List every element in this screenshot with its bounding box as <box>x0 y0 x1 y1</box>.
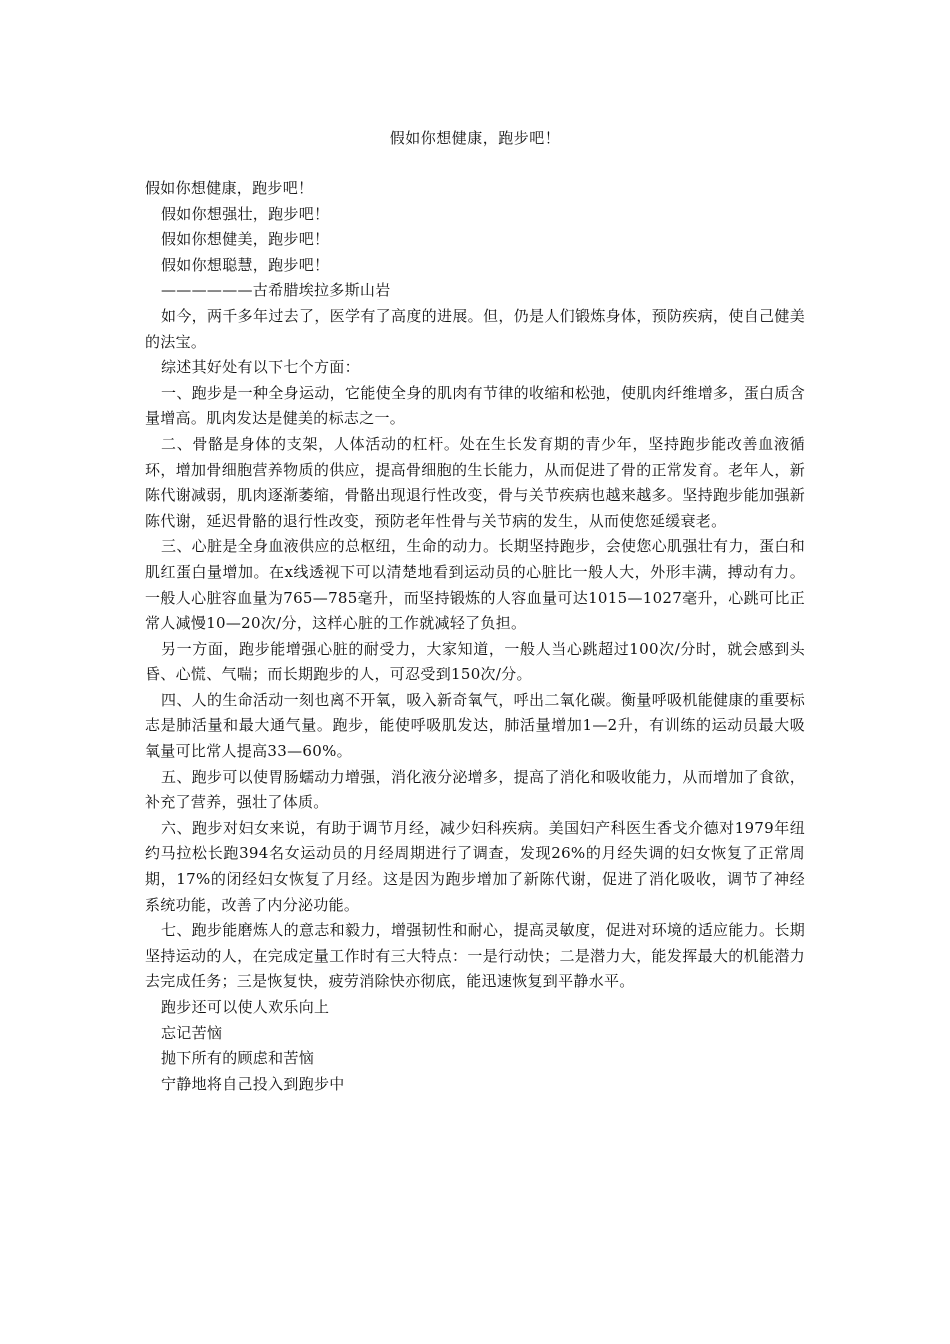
closing-line-2: 忘记苦恼 <box>161 1023 223 1042</box>
document-body <box>145 176 805 1097</box>
benefit-paragraph-6: 六、跑步对妇女来说，有助于调节月经，减少妇科疾病。美国妇产科医生香戈介德对1979年纽约马拉松长跑394名女运动员的月经周期进行了调查，发现26%的月经失调的妇女恢复了正常周期，17%的闭经妇女恢复了月经。这是因为跑步增加了新陈代谢，促进了消化吸收，调节了神经系统功能，改善了内分泌功能。 <box>145 818 805 914</box>
benefit-paragraph-3-extra: 另一方面，跑步能增强心脏的耐受力，大家知道，一般人当心跳超过100次/分时，就会感到头昏、心慌、气喘；而长期跑步的人，可忍受到150次/分。 <box>145 639 805 684</box>
benefit-paragraph-2: 二、骨骼是身体的支架，人体活动的杠杆。处在生长发育期的青少年，坚持跑步能改善血液循环，增加骨细胞营养物质的供应，提高骨细胞的生长能力，从而促进了骨的正常发育。老年人，新陈代谢减弱，肌肉逐渐萎缩，骨骼出现退行性改变，骨与关节疾病也越来越多。坚持跑步能加强新陈代谢，延迟骨骼的退行性改变，预防老年性骨与关节病的发生，从而使您延缓衰老。 <box>145 434 805 530</box>
poem-line-3: 假如你想健美，跑步吧！ <box>161 230 330 249</box>
benefit-paragraph-1: 一、跑步是一种全身运动，它能使全身的肌肉有节律的收缩和松弛，使肌肉纤维增多，蛋白质含量增高。肌肉发达是健美的标志之一。 <box>145 383 805 428</box>
poem-line-4: 假如你想聪慧，跑步吧！ <box>161 255 330 274</box>
closing-line-3: 抛下所有的顾虑和苦恼 <box>161 1049 315 1068</box>
poem-line-1: 假如你想健康，跑步吧！ <box>145 179 314 197</box>
benefit-paragraph-4: 四、人的生命活动一刻也离不开氧，吸入新奇氧气，呼出二氧化碳。衡量呼吸机能健康的重要标志是肺活量和最大通气量。跑步，能使呼吸肌发达，肺活量增加1—2升，有训练的运动员最大吸氧量可比常人提高33—60%。 <box>145 690 805 761</box>
document-title: 假如你想健康，跑步吧！ <box>389 129 561 147</box>
intro-paragraph: 如今，两千多年过去了，医学有了高度的进展。但，仍是人们锻炼身体，预防疾病，使自己健美的法宝。 <box>145 306 805 351</box>
benefit-paragraph-5: 五、跑步可以使胃肠蠕动力增强，消化液分泌增多，提高了消化和吸收能力，从而增加了食欲，补充了营养，强壮了体质。 <box>145 767 805 812</box>
poem-attribution: ——————古希腊埃拉多斯山岩 <box>161 281 391 300</box>
closing-line-1: 跑步还可以使人欢乐向上 <box>161 998 330 1016</box>
benefit-paragraph-7: 七、跑步能磨炼人的意志和毅力，增强韧性和耐心，提高灵敏度，促进对环境的适应能力。长期坚持运动的人，在完成定量工作时有三大特点：一是行动快；二是潜力大，能发挥最大的机能潜力去完成任务；三是恢复快，疲劳消除快亦彻底，能迅速恢复到平静水平。 <box>145 921 805 991</box>
poem-line-2: 假如你想强壮，跑步吧！ <box>161 204 330 223</box>
benefit-paragraph-3: 三、心脏是全身血液供应的总枢纽，生命的动力。长期坚持跑步，会使您心肌强壮有力，蛋白和肌红蛋白量增加。在x线透视下可以清楚地看到运动员的心脏比一般人大，外形丰满，搏动有力。一般人心脏容血量为765—785毫升，而坚持锻炼的人容血量可达1015—1027毫升，心跳可比正常人减慢10—20次/分，这样心脏的工作就减轻了负担。 <box>145 537 805 633</box>
summary-line: 综述其好处有以下七个方面： <box>161 358 360 377</box>
closing-line-4: 宁静地将自己投入到跑步中 <box>161 1074 345 1093</box>
